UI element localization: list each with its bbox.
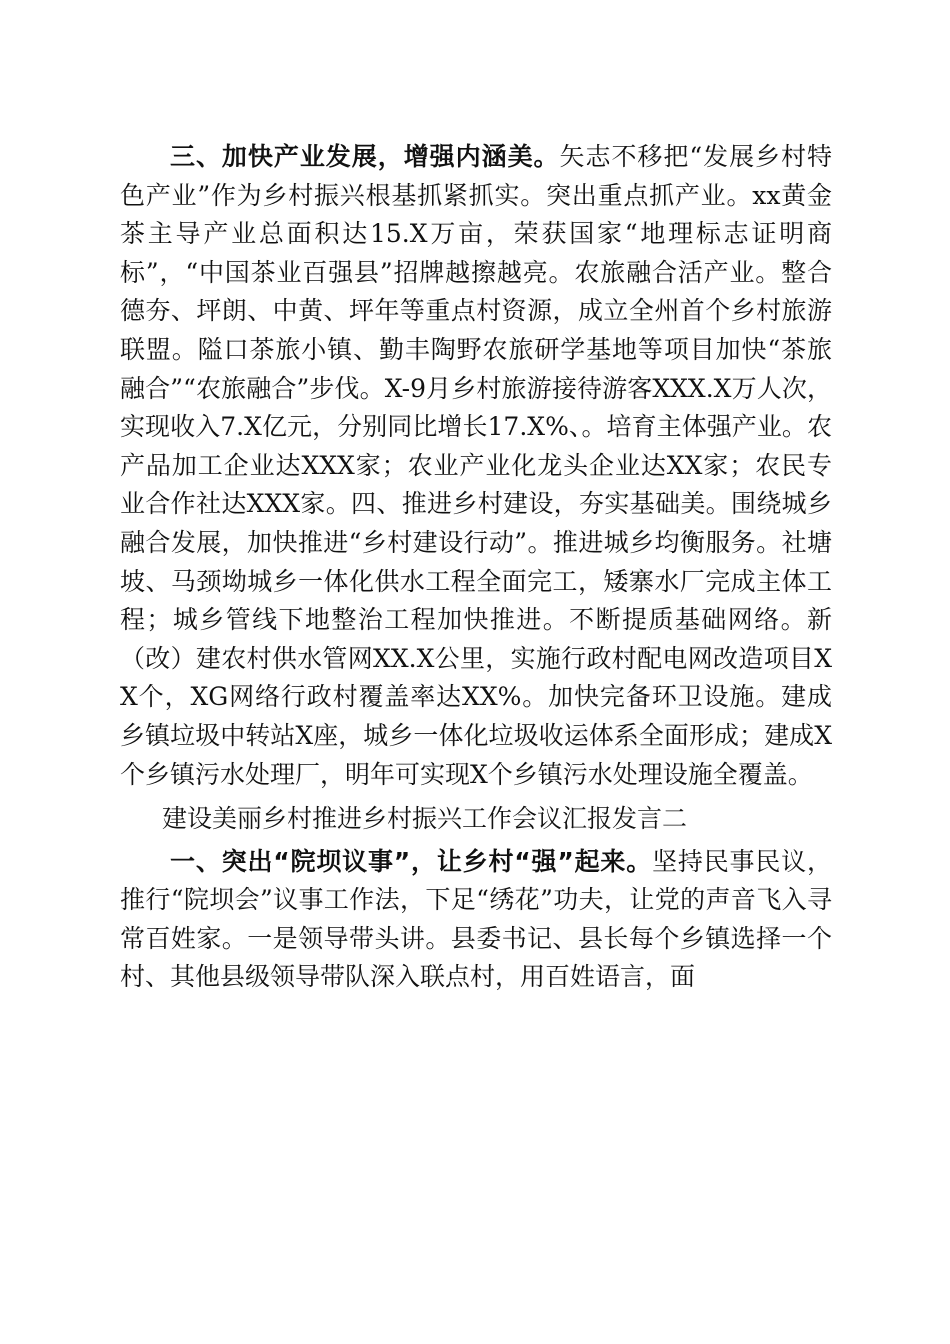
paragraph-section-1 (120, 843, 832, 997)
speech-subtitle: 建设美丽乡村推进乡村振兴工作会议汇报发言二 (162, 804, 688, 834)
section-1-heading: 一、突出“院坝议事”，让乡村“强”起来。 (170, 846, 653, 876)
section-3-heading: 三、加快产业发展，增强内涵美。 (170, 142, 560, 171)
section-3-body: 矢志不移把“发展乡村特色产业”作为乡村振兴根基抓紧抓实。突出重点抓产业。xx黄金茶主导产业总面积达15.X万亩，荣获国家“地理标志证明商标”，“中国茶业百强县”招牌越擦越亮。农旅融合活产业。整合德夯、坪朗、中黄、坪年等重点村资源，成立全州首个乡村旅游联盟。隘口茶旅小镇、勤丰陶野农旅研学基地等项目加快“茶旅融合”“农旅融合”步伐。X-9月乡村旅游接待游客XXX.X万人次，实现收入7.X亿元，分别同比增长17.X%、。培育主体强产业。农产品加工企业达XXX家；农业产业化龙头企业达XX家；农民专业合作社达XXX家。四、推进乡村建设，夯实基础美。围绕城乡融合发展，加快推进“乡村建设行动”。推进城乡均衡服务。社塘坡、马颈坳城乡一体化供水工程全面完工，矮寨水厂完成主体工程；城乡管线下地整治工程加快推进。不断提质基础网络。新（改）建农村供水管网XX.X公里，实施行政村配电网改造项目XX个，XG网络行政村覆盖率达XX%。加快完备环卫设施。建成乡镇垃圾中转站X座，城乡一体化垃圾收运体系全面形成；建成X个乡镇污水处理厂，明年可实现X个乡镇污水处理设施全覆盖。 (120, 142, 832, 789)
section-1-body: 坚持民事民议，推行“院坝会”议事工作法，下足“绣花”功夫，让党的声音飞入寻常百姓家。一是领导带头讲。县委书记、县长每个乡镇选择一个村、其他县级领导带队深入联点村，用百姓语言，面 (120, 846, 832, 992)
paragraph-section-3 (120, 138, 832, 794)
document-page (120, 138, 832, 997)
